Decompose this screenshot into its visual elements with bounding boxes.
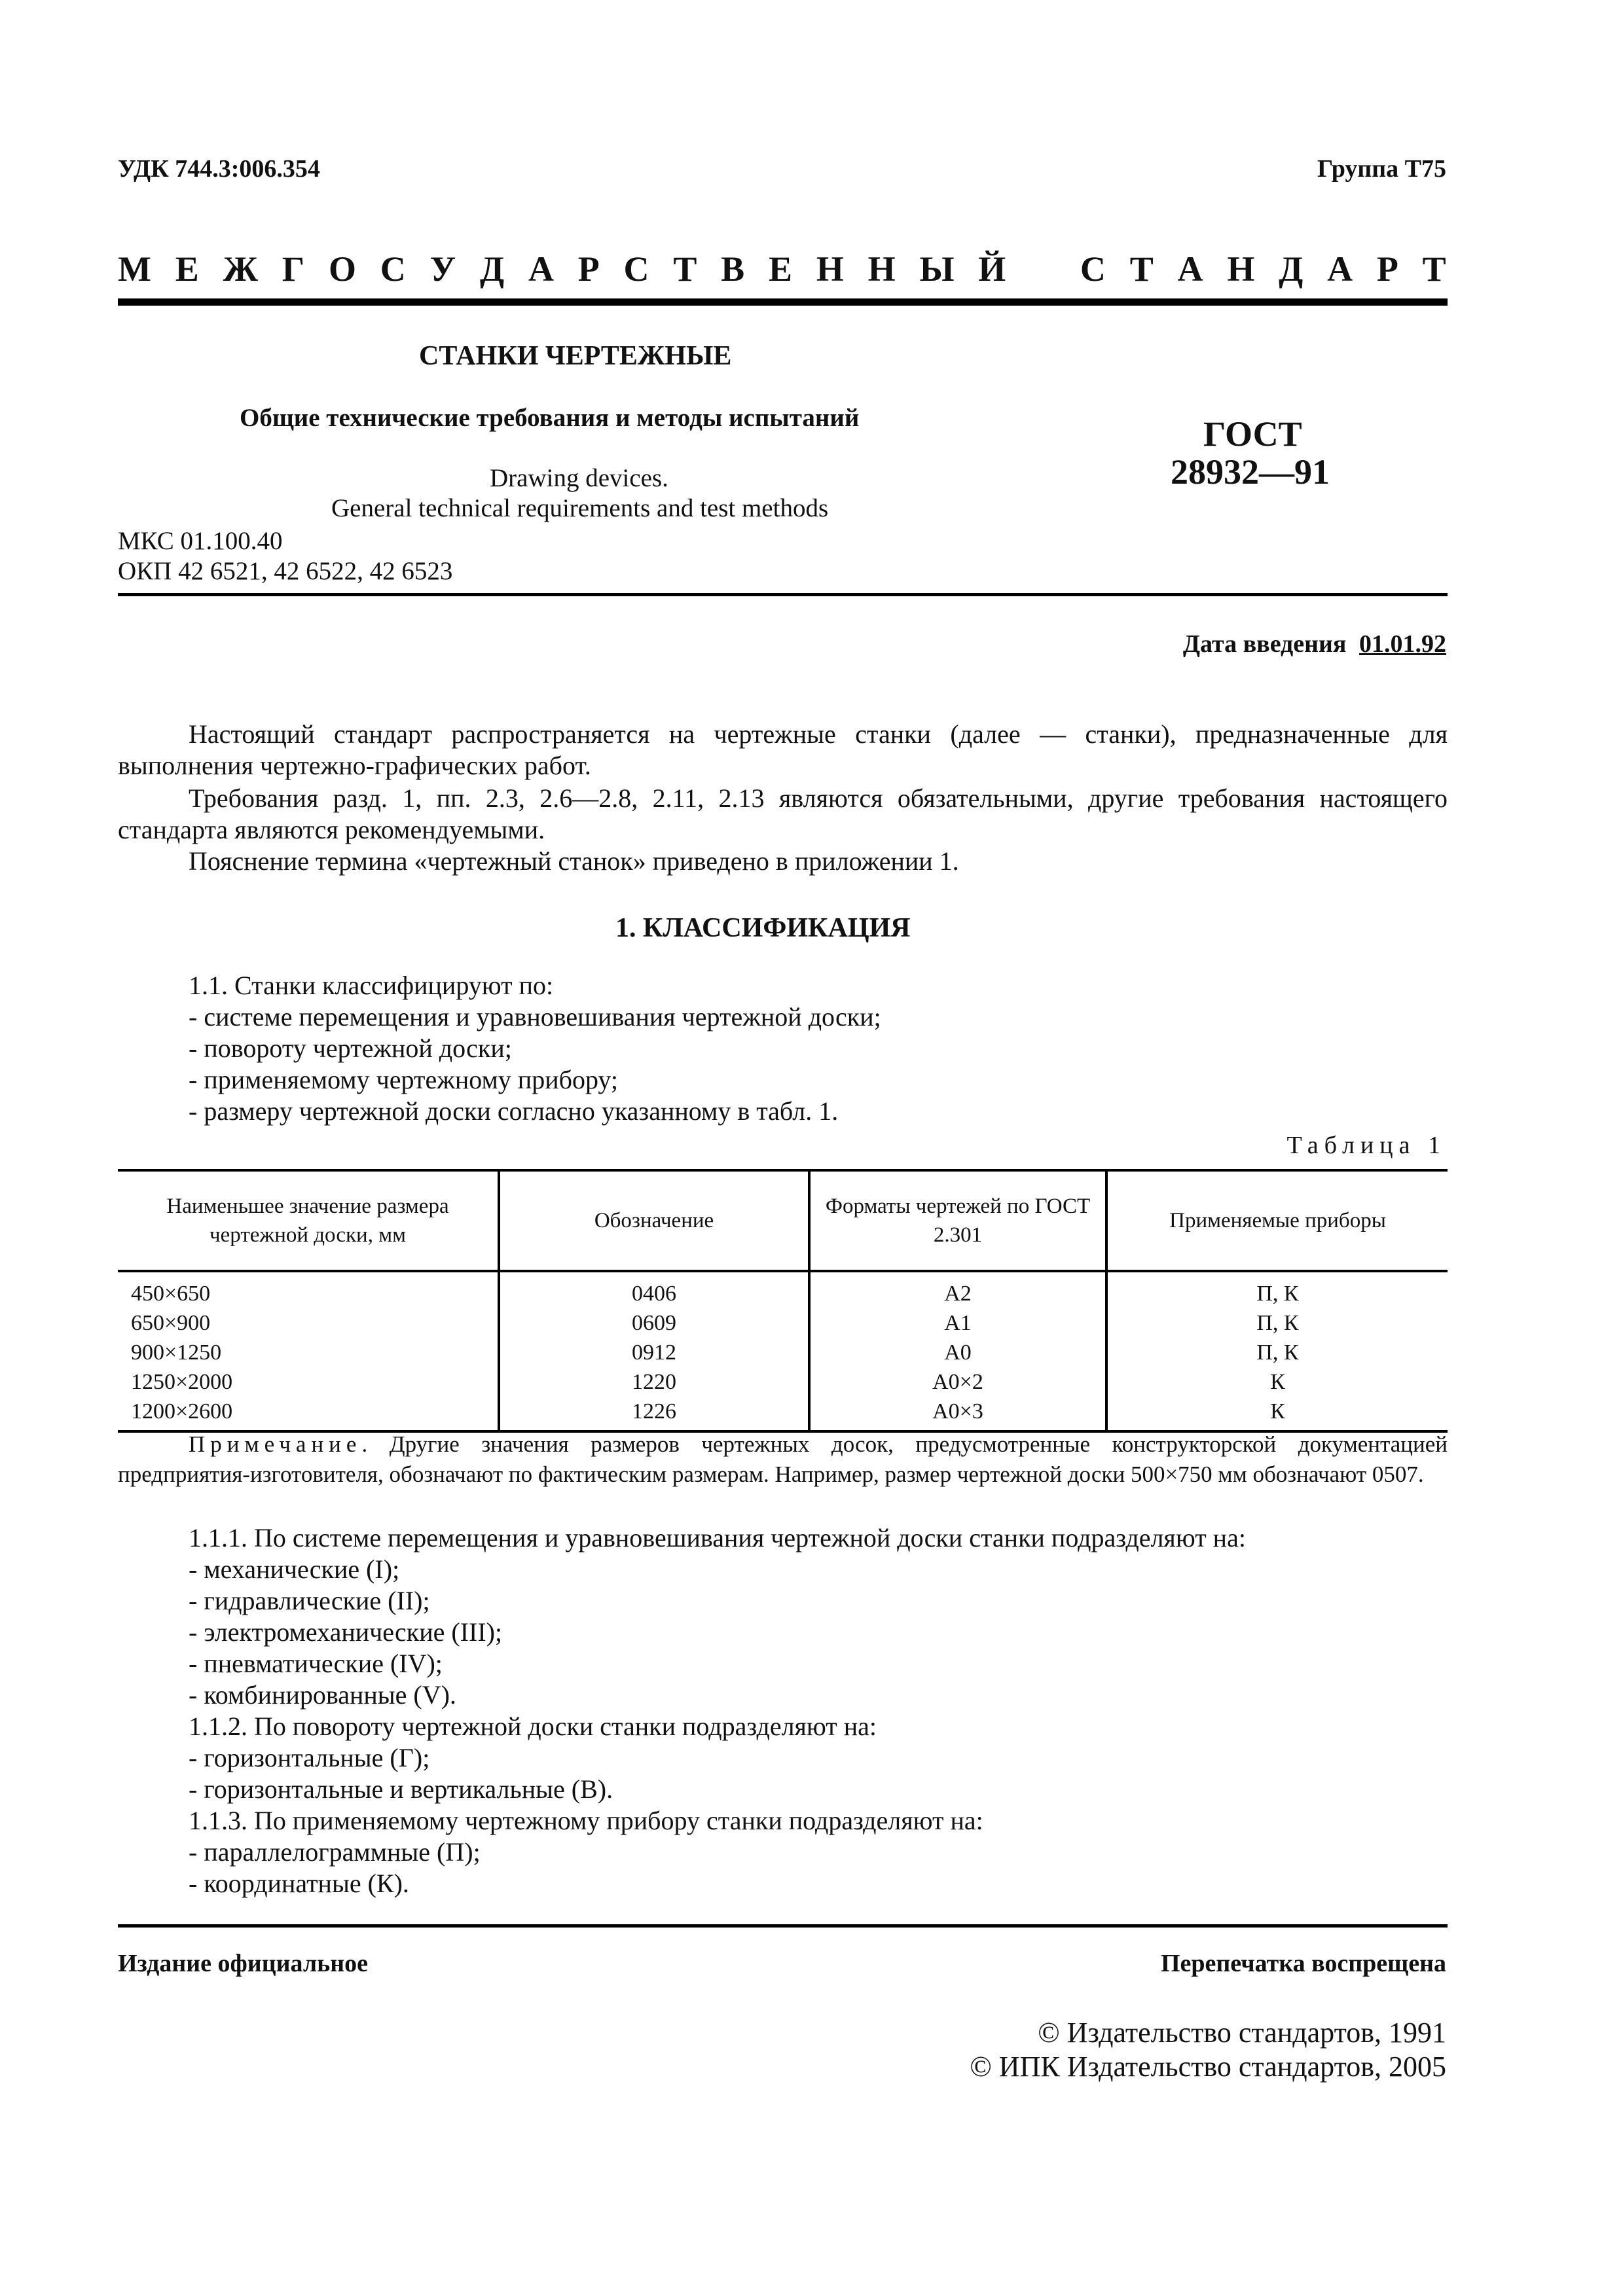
table-1 bbox=[118, 1169, 1448, 1433]
classification-item: - размеру чертежной доски согласно указанному в табл. 1. bbox=[189, 1096, 839, 1126]
table-row bbox=[118, 1338, 1448, 1367]
heading-letter: М bbox=[118, 249, 151, 289]
classification-item: - повороту чертежной доски; bbox=[189, 1033, 512, 1063]
heading-letter: Т bbox=[673, 249, 697, 289]
table-header-cell: Форматы чертежей по ГОСТ 2.301 bbox=[809, 1170, 1106, 1271]
gost-number: 28932—91 bbox=[1171, 452, 1330, 492]
heading-letter: Р bbox=[1376, 249, 1398, 289]
introduction-date-value: 01.01.92 bbox=[1359, 630, 1446, 658]
classification-item: - гидравлические (II); bbox=[189, 1586, 430, 1615]
table-cell: 900×1250 bbox=[131, 1340, 222, 1365]
english-title-line2: General technical requirements and test methods bbox=[331, 494, 829, 522]
heading-letter: В bbox=[721, 249, 745, 289]
table-header-cell: Наименьшее значение размера чертежной доски, мм bbox=[118, 1170, 499, 1271]
heading-letter: У bbox=[429, 249, 456, 289]
copyright-2005: © ИПК Издательство стандартов, 2005 bbox=[970, 2051, 1446, 2083]
table-1-caption: Таблица 1 bbox=[1286, 1132, 1446, 1159]
heading-gap bbox=[1030, 249, 1056, 289]
table-header-cell: Обозначение bbox=[499, 1170, 809, 1271]
heading-letter: Д bbox=[480, 249, 505, 289]
classification-item: - применяемому чертежному прибору; bbox=[189, 1065, 619, 1094]
clause-1-1-2: 1.1.2. По повороту чертежной доски станки подразделяют на: bbox=[189, 1712, 877, 1741]
heading-letter: А bbox=[1177, 249, 1203, 289]
interstate-standard-heading bbox=[118, 249, 1446, 289]
table-cell: 1250×2000 bbox=[131, 1370, 233, 1394]
table-row bbox=[118, 1367, 1448, 1397]
group-code: Группа Т75 bbox=[1317, 155, 1446, 183]
copyright-1991: © Издательство стандартов, 1991 bbox=[1038, 2017, 1446, 2049]
table-cell: 450×650 bbox=[131, 1282, 211, 1306]
table-cell: A0×2 bbox=[809, 1367, 1106, 1397]
heading-letter: А bbox=[528, 249, 554, 289]
heading-letter: Д bbox=[1279, 249, 1304, 289]
classification-item: - горизонтальные и вертикальные (В). bbox=[189, 1774, 613, 1804]
table-cell: 1226 bbox=[499, 1397, 809, 1431]
classification-item: - комбинированные (V). bbox=[189, 1680, 456, 1710]
heading-letter: Ы bbox=[919, 249, 955, 289]
intro-paragraph-1: Настоящий стандарт распространяется на чертежные станки (далее — станки), предназначенные для выполнения чертежно-графических работ. bbox=[118, 719, 1448, 780]
table-cell: 0609 bbox=[499, 1308, 809, 1338]
official-edition: Издание официальное bbox=[118, 1950, 369, 1977]
classification-item: - пневматические (IV); bbox=[189, 1649, 443, 1678]
classification-item: - системе перемещения и уравновешивания чертежной доски; bbox=[189, 1002, 881, 1031]
heading-letter: Ж bbox=[223, 249, 258, 289]
classification-item: - параллелограммные (П); bbox=[189, 1837, 481, 1867]
heading-letter: Н bbox=[867, 249, 896, 289]
table-cell: 650×900 bbox=[131, 1311, 211, 1335]
heading-letter: Е bbox=[175, 249, 199, 289]
heading-letter: Г bbox=[282, 249, 305, 289]
table-cell: 1220 bbox=[499, 1367, 809, 1397]
heading-letter: Т bbox=[1129, 249, 1154, 289]
clause-1-1-1: 1.1.1. По системе перемещения и уравновешивания чертежной доски станки подразделяют на: bbox=[189, 1523, 1246, 1552]
table-cell: 1200×2600 bbox=[118, 1397, 499, 1431]
okp-code: ОКП 42 6521, 42 6522, 42 6523 bbox=[118, 557, 453, 585]
heading-letter: С bbox=[380, 249, 406, 289]
table-row bbox=[118, 1308, 1448, 1338]
table-cell: A0×3 bbox=[809, 1397, 1106, 1431]
heading-letter: Т bbox=[1422, 249, 1446, 289]
classification-item: - координатные (К). bbox=[189, 1869, 409, 1898]
heading-letter: Р bbox=[577, 249, 600, 289]
introduction-date-label: Дата введения bbox=[1182, 630, 1347, 658]
table-cell: К bbox=[1106, 1397, 1448, 1431]
section-1-heading: 1. КЛАССИФИКАЦИЯ bbox=[615, 913, 911, 943]
heading-letter: Н bbox=[1227, 249, 1255, 289]
table-cell: A0 bbox=[809, 1338, 1106, 1367]
classification-item: - механические (I); bbox=[189, 1554, 400, 1584]
classification-intro: 1.1. Станки классифицируют по: bbox=[189, 971, 554, 1000]
heading-letter: Й bbox=[978, 249, 1006, 289]
gost-label: ГОСТ bbox=[1203, 414, 1302, 454]
heading-letter: А bbox=[1327, 249, 1353, 289]
classification-item: - электромеханические (III); bbox=[189, 1617, 503, 1647]
english-title-line1: Drawing devices. bbox=[490, 464, 668, 492]
table-1-note-text: . Другие значения размеров чертежных досок, предусмотренные конструкторской документацией предприятия-изготовителя, обозначают по фактическим размерам. Например, размер чертежной доски 500×750 мм обозначают 0507. bbox=[118, 1431, 1448, 1487]
footer-rule bbox=[118, 1924, 1448, 1928]
heading-letter: С bbox=[1080, 249, 1106, 289]
udk-code: УДК 744.3:006.354 bbox=[118, 155, 320, 183]
header-rule bbox=[118, 298, 1448, 306]
table-row bbox=[118, 1397, 1448, 1431]
table-row bbox=[118, 1271, 1448, 1308]
table-header-cell: Применяемые приборы bbox=[1106, 1170, 1448, 1271]
table-1-note-label: Примечание bbox=[189, 1431, 362, 1457]
heading-letter: Е bbox=[769, 249, 793, 289]
intro-paragraph-2: Требования разд. 1, пп. 2.3, 2.6—2.8, 2.11, 2.13 являются обязательными, другие требования настоящего стандарта являются рекомендуемыми. bbox=[118, 783, 1448, 844]
heading-letter: Н bbox=[816, 249, 844, 289]
document-title: СТАНКИ ЧЕРТЕЖНЫЕ bbox=[419, 341, 732, 371]
clause-1-1-3: 1.1.3. По применяемому чертежному прибору станки подразделяют на: bbox=[189, 1806, 983, 1835]
table-cell: К bbox=[1106, 1367, 1448, 1397]
mks-code: МКС 01.100.40 bbox=[118, 527, 283, 555]
table-cell: A2 bbox=[809, 1271, 1106, 1308]
intro-paragraph-3: Пояснение термина «чертежный станок» приведено в приложении 1. bbox=[189, 846, 959, 876]
table-cell: П, К bbox=[1106, 1338, 1448, 1367]
reprint-prohibited: Перепечатка воспрещена bbox=[1160, 1950, 1446, 1977]
title-rule bbox=[118, 593, 1448, 596]
table-cell: 0912 bbox=[499, 1338, 809, 1367]
heading-letter: С bbox=[623, 249, 649, 289]
table-cell: 0406 bbox=[499, 1271, 809, 1308]
table-cell: A1 bbox=[809, 1308, 1106, 1338]
table-1-note bbox=[118, 1429, 1448, 1490]
table-cell: П, К bbox=[1106, 1271, 1448, 1308]
classification-item: - горизонтальные (Г); bbox=[189, 1743, 430, 1772]
document-subtitle: Общие технические требования и методы испытаний bbox=[240, 404, 860, 432]
table-cell: П, К bbox=[1106, 1308, 1448, 1338]
heading-letter: О bbox=[328, 249, 356, 289]
introduction-date bbox=[1183, 630, 1446, 658]
